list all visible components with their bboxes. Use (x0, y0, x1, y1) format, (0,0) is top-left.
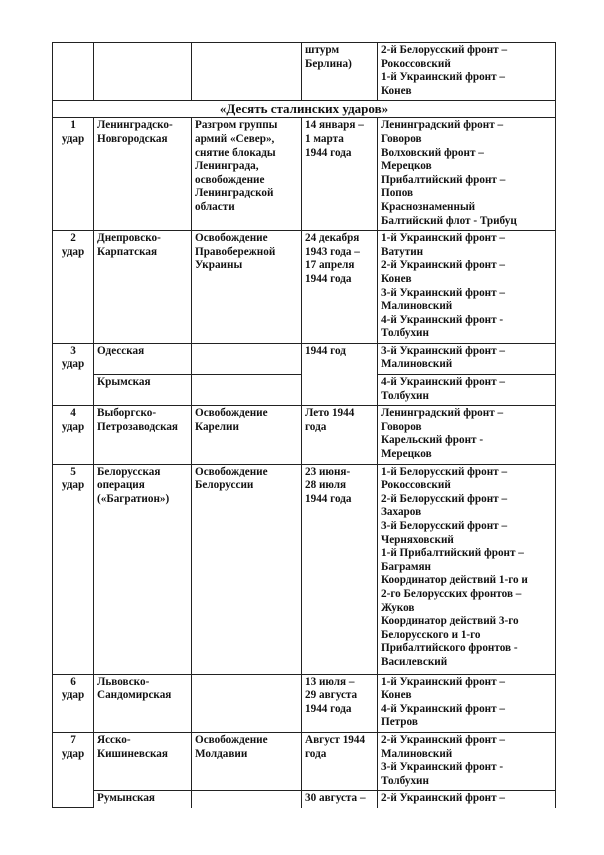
table-row (53, 733, 556, 791)
commanders-cell: 2-й Украинский фронт – (378, 791, 556, 808)
table-row (53, 231, 556, 344)
date-cell: 23 июня- 28 июля 1944 года (302, 464, 378, 674)
table-row (53, 464, 556, 674)
commanders-cell: 2-й Украинский фронт – Малиновский 3-й Украинский фронт - Толбухин (378, 733, 556, 791)
date-cell: 24 декабря 1943 года – 17 апреля 1944 года (302, 231, 378, 344)
goal-cell (192, 343, 302, 374)
section-title: «Десять сталинских ударов» (53, 101, 556, 118)
goal-cell (192, 375, 302, 406)
operation-name-cell: Румынская (94, 791, 192, 808)
table-row (53, 118, 556, 231)
table-row (53, 343, 556, 374)
goal-cell: Освобождение Белоруссии (192, 464, 302, 674)
strike-number: 5 удар (53, 464, 94, 674)
commanders-cell: Ленинградский фронт – Говоров Волховский фронт – Мерецков Прибалтийский фронт – Попов Краснознаменный Балтийский флот - Трибуц (378, 118, 556, 231)
strike-number: 1 удар (53, 118, 94, 231)
date-cell: Август 1944 года (302, 733, 378, 791)
operation-name-cell: Крымская (94, 375, 192, 406)
commanders-cell: 1-й Украинский фронт – Ватутин 2-й Украинский фронт – Конев 3-й Украинский фронт – Малиновский 4-й Украинский фронт - Толбухин (378, 231, 556, 344)
table-row (53, 43, 556, 101)
commanders-cell: 4-й Украинский фронт – Толбухин (378, 375, 556, 406)
num-cell (53, 43, 94, 101)
date-cell: 1944 год (302, 343, 378, 405)
goal-cell: Освобождение Правобережной Украины (192, 231, 302, 344)
strike-number: 3 удар (53, 343, 94, 405)
date-cell: штурм Берлина) (302, 43, 378, 101)
table-row (53, 791, 556, 808)
goal-cell (192, 791, 302, 808)
commanders-cell: Ленинградский фронт – Говоров Карельский фронт - Мерецков (378, 406, 556, 464)
strike-number: 4 удар (53, 406, 94, 464)
operation-name-cell: Ленинградско- Новгородская (94, 118, 192, 231)
operation-name-cell: Белорусская операция («Багратион») (94, 464, 192, 674)
date-cell: 14 января – 1 марта 1944 года (302, 118, 378, 231)
operation-name-cell: Выборгско- Петрозаводская (94, 406, 192, 464)
commanders-cell: 3-й Украинский фронт – Малиновский (378, 343, 556, 374)
operation-name-cell: Днепровско- Карпатская (94, 231, 192, 344)
date-cell: 13 июля – 29 августа 1944 года (302, 674, 378, 732)
date-cell: Лето 1944 года (302, 406, 378, 464)
date-cell: 30 августа – (302, 791, 378, 808)
goal-cell (192, 674, 302, 732)
operation-name-cell: Львовско- Сандомирская (94, 674, 192, 732)
strike-number: 7 удар (53, 733, 94, 808)
commanders-cell: 1-й Белорусский фронт – Рокоссовский 2-й Белорусский фронт – Захаров 3-й Белорусский фронт – Черняховский 1-й Прибалтийский фронт – Баграмян Координатор действий 1-го и 2-го Белорусских фронтов – Жуков Координатор действий 3-го Белорусского и 1-го Прибалтийского фронтов - Василевский (378, 464, 556, 674)
operation-name-cell: Одесская (94, 343, 192, 374)
commanders-cell: 2-й Белорусский фронт – Рокоссовский 1-й Украинский фронт – Конев (378, 43, 556, 101)
goal-cell: Освобождение Карелии (192, 406, 302, 464)
operation-name-cell (94, 43, 192, 101)
strike-number: 2 удар (53, 231, 94, 344)
table-row (53, 406, 556, 464)
table-row (53, 674, 556, 732)
strike-number: 6 удар (53, 674, 94, 732)
goal-cell: Освобождение Молдавии (192, 733, 302, 791)
goal-cell (192, 43, 302, 101)
section-title-row (53, 101, 556, 118)
operations-table (52, 42, 556, 808)
commanders-cell: 1-й Украинский фронт – Конев 4-й Украинский фронт – Петров (378, 674, 556, 732)
operation-name-cell: Ясско- Кишиневская (94, 733, 192, 791)
goal-cell: Разгром группы армий «Север», снятие блокады Ленинграда, освобождение Ленинградской области (192, 118, 302, 231)
